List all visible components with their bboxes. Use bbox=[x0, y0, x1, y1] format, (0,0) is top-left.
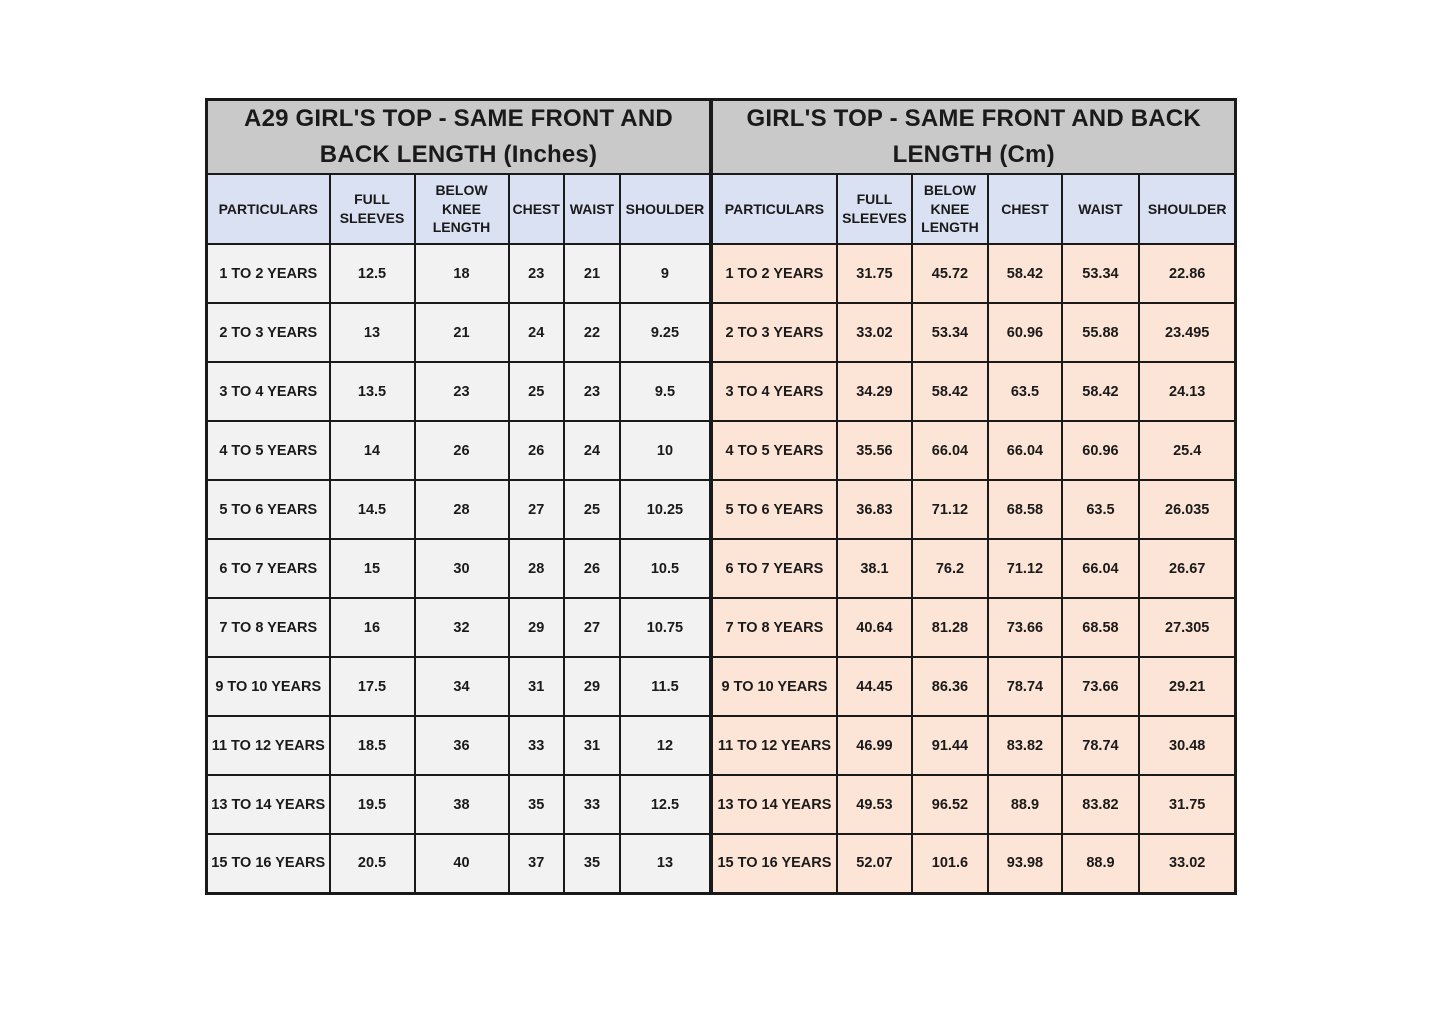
value-cell: 9 bbox=[620, 244, 710, 303]
table-row bbox=[712, 657, 1236, 716]
row-label: 1 TO 2 YEARS bbox=[712, 244, 837, 303]
value-cell: 25.4 bbox=[1139, 421, 1236, 480]
column-header-particulars: PARTICULARS bbox=[712, 174, 837, 244]
value-cell: 10 bbox=[620, 421, 710, 480]
row-label: 2 TO 3 YEARS bbox=[207, 303, 330, 362]
value-cell: 66.04 bbox=[912, 421, 988, 480]
value-cell: 26.035 bbox=[1139, 480, 1236, 539]
value-cell: 60.96 bbox=[988, 303, 1062, 362]
value-cell: 13.5 bbox=[330, 362, 415, 421]
table-row bbox=[207, 362, 710, 421]
row-label: 11 TO 12 YEARS bbox=[207, 716, 330, 775]
column-header-row bbox=[207, 174, 710, 244]
value-cell: 44.45 bbox=[837, 657, 912, 716]
value-cell: 52.07 bbox=[837, 834, 912, 893]
value-cell: 63.5 bbox=[988, 362, 1062, 421]
value-cell: 33 bbox=[564, 775, 620, 834]
value-cell: 34.29 bbox=[837, 362, 912, 421]
value-cell: 14 bbox=[330, 421, 415, 480]
value-cell: 35 bbox=[509, 775, 564, 834]
value-cell: 13 bbox=[330, 303, 415, 362]
table-title-row bbox=[712, 100, 1236, 175]
size-table-cm bbox=[711, 98, 1238, 895]
value-cell: 24.13 bbox=[1139, 362, 1236, 421]
column-header-below-knee-length: BELOW KNEE LENGTH bbox=[912, 174, 988, 244]
value-cell: 58.42 bbox=[1062, 362, 1139, 421]
size-table-inches bbox=[205, 98, 711, 895]
value-cell: 29 bbox=[509, 598, 564, 657]
value-cell: 10.5 bbox=[620, 539, 710, 598]
table-row bbox=[207, 716, 710, 775]
size-chart bbox=[205, 98, 1237, 895]
value-cell: 28 bbox=[509, 539, 564, 598]
table-row bbox=[207, 598, 710, 657]
value-cell: 68.58 bbox=[988, 480, 1062, 539]
table-row bbox=[712, 303, 1236, 362]
value-cell: 53.34 bbox=[1062, 244, 1139, 303]
value-cell: 31 bbox=[509, 657, 564, 716]
value-cell: 27.305 bbox=[1139, 598, 1236, 657]
value-cell: 22.86 bbox=[1139, 244, 1236, 303]
value-cell: 31.75 bbox=[837, 244, 912, 303]
value-cell: 31 bbox=[564, 716, 620, 775]
column-header-waist: WAIST bbox=[1062, 174, 1139, 244]
row-label: 7 TO 8 YEARS bbox=[712, 598, 837, 657]
table-title-row bbox=[207, 100, 710, 175]
row-label: 4 TO 5 YEARS bbox=[712, 421, 837, 480]
value-cell: 58.42 bbox=[988, 244, 1062, 303]
value-cell: 53.34 bbox=[912, 303, 988, 362]
row-label: 4 TO 5 YEARS bbox=[207, 421, 330, 480]
value-cell: 32 bbox=[415, 598, 509, 657]
value-cell: 33.02 bbox=[1139, 834, 1236, 893]
value-cell: 40 bbox=[415, 834, 509, 893]
table-row bbox=[207, 480, 710, 539]
table-row bbox=[712, 834, 1236, 893]
value-cell: 73.66 bbox=[988, 598, 1062, 657]
table-row bbox=[207, 775, 710, 834]
value-cell: 16 bbox=[330, 598, 415, 657]
value-cell: 38 bbox=[415, 775, 509, 834]
value-cell: 36 bbox=[415, 716, 509, 775]
value-cell: 9.5 bbox=[620, 362, 710, 421]
table-title-inches: A29 GIRL'S TOP - SAME FRONT AND BACK LENGTH (Inches) bbox=[207, 100, 710, 175]
table-row bbox=[207, 539, 710, 598]
row-label: 3 TO 4 YEARS bbox=[207, 362, 330, 421]
value-cell: 12 bbox=[620, 716, 710, 775]
value-cell: 24 bbox=[509, 303, 564, 362]
row-label: 5 TO 6 YEARS bbox=[207, 480, 330, 539]
row-label: 9 TO 10 YEARS bbox=[712, 657, 837, 716]
value-cell: 10.75 bbox=[620, 598, 710, 657]
value-cell: 33.02 bbox=[837, 303, 912, 362]
table-row bbox=[712, 539, 1236, 598]
value-cell: 15 bbox=[330, 539, 415, 598]
value-cell: 25 bbox=[509, 362, 564, 421]
value-cell: 83.82 bbox=[988, 716, 1062, 775]
value-cell: 14.5 bbox=[330, 480, 415, 539]
table-row bbox=[712, 716, 1236, 775]
table-body-cm bbox=[712, 244, 1236, 893]
value-cell: 30 bbox=[415, 539, 509, 598]
value-cell: 49.53 bbox=[837, 775, 912, 834]
value-cell: 26 bbox=[415, 421, 509, 480]
table-row bbox=[207, 303, 710, 362]
value-cell: 17.5 bbox=[330, 657, 415, 716]
row-label: 15 TO 16 YEARS bbox=[712, 834, 837, 893]
value-cell: 66.04 bbox=[1062, 539, 1139, 598]
value-cell: 21 bbox=[564, 244, 620, 303]
value-cell: 101.6 bbox=[912, 834, 988, 893]
table-body-inches bbox=[207, 244, 710, 893]
value-cell: 18.5 bbox=[330, 716, 415, 775]
value-cell: 66.04 bbox=[988, 421, 1062, 480]
value-cell: 30.48 bbox=[1139, 716, 1236, 775]
value-cell: 11.5 bbox=[620, 657, 710, 716]
value-cell: 83.82 bbox=[1062, 775, 1139, 834]
column-header-chest: CHEST bbox=[509, 174, 564, 244]
value-cell: 27 bbox=[509, 480, 564, 539]
value-cell: 10.25 bbox=[620, 480, 710, 539]
table-row bbox=[207, 834, 710, 893]
row-label: 7 TO 8 YEARS bbox=[207, 598, 330, 657]
row-label: 9 TO 10 YEARS bbox=[207, 657, 330, 716]
value-cell: 93.98 bbox=[988, 834, 1062, 893]
row-label: 5 TO 6 YEARS bbox=[712, 480, 837, 539]
table-row bbox=[712, 775, 1236, 834]
row-label: 11 TO 12 YEARS bbox=[712, 716, 837, 775]
value-cell: 29.21 bbox=[1139, 657, 1236, 716]
row-label: 15 TO 16 YEARS bbox=[207, 834, 330, 893]
table-row bbox=[712, 480, 1236, 539]
value-cell: 88.9 bbox=[988, 775, 1062, 834]
value-cell: 71.12 bbox=[912, 480, 988, 539]
value-cell: 9.25 bbox=[620, 303, 710, 362]
value-cell: 21 bbox=[415, 303, 509, 362]
value-cell: 23.495 bbox=[1139, 303, 1236, 362]
value-cell: 23 bbox=[564, 362, 620, 421]
value-cell: 19.5 bbox=[330, 775, 415, 834]
value-cell: 73.66 bbox=[1062, 657, 1139, 716]
row-label: 3 TO 4 YEARS bbox=[712, 362, 837, 421]
value-cell: 81.28 bbox=[912, 598, 988, 657]
column-header-full-sleeves: FULL SLEEVES bbox=[330, 174, 415, 244]
value-cell: 40.64 bbox=[837, 598, 912, 657]
column-header-chest: CHEST bbox=[988, 174, 1062, 244]
column-header-particulars: PARTICULARS bbox=[207, 174, 330, 244]
value-cell: 38.1 bbox=[837, 539, 912, 598]
value-cell: 23 bbox=[509, 244, 564, 303]
value-cell: 25 bbox=[564, 480, 620, 539]
value-cell: 31.75 bbox=[1139, 775, 1236, 834]
value-cell: 18 bbox=[415, 244, 509, 303]
value-cell: 29 bbox=[564, 657, 620, 716]
column-header-full-sleeves: FULL SLEEVES bbox=[837, 174, 912, 244]
column-header-row bbox=[712, 174, 1236, 244]
value-cell: 13 bbox=[620, 834, 710, 893]
row-label: 2 TO 3 YEARS bbox=[712, 303, 837, 362]
value-cell: 28 bbox=[415, 480, 509, 539]
value-cell: 63.5 bbox=[1062, 480, 1139, 539]
value-cell: 26 bbox=[509, 421, 564, 480]
value-cell: 35.56 bbox=[837, 421, 912, 480]
value-cell: 55.88 bbox=[1062, 303, 1139, 362]
table-row bbox=[207, 657, 710, 716]
column-header-below-knee-length: BELOW KNEE LENGTH bbox=[415, 174, 509, 244]
table-row bbox=[712, 362, 1236, 421]
column-header-shoulder: SHOULDER bbox=[1139, 174, 1236, 244]
value-cell: 46.99 bbox=[837, 716, 912, 775]
value-cell: 96.52 bbox=[912, 775, 988, 834]
value-cell: 45.72 bbox=[912, 244, 988, 303]
value-cell: 26 bbox=[564, 539, 620, 598]
value-cell: 36.83 bbox=[837, 480, 912, 539]
value-cell: 78.74 bbox=[988, 657, 1062, 716]
value-cell: 58.42 bbox=[912, 362, 988, 421]
value-cell: 60.96 bbox=[1062, 421, 1139, 480]
value-cell: 76.2 bbox=[912, 539, 988, 598]
row-label: 6 TO 7 YEARS bbox=[207, 539, 330, 598]
value-cell: 12.5 bbox=[620, 775, 710, 834]
value-cell: 88.9 bbox=[1062, 834, 1139, 893]
value-cell: 27 bbox=[564, 598, 620, 657]
value-cell: 22 bbox=[564, 303, 620, 362]
value-cell: 24 bbox=[564, 421, 620, 480]
table-row bbox=[712, 421, 1236, 480]
value-cell: 35 bbox=[564, 834, 620, 893]
value-cell: 33 bbox=[509, 716, 564, 775]
row-label: 6 TO 7 YEARS bbox=[712, 539, 837, 598]
table-title-cm: GIRL'S TOP - SAME FRONT AND BACK LENGTH (Cm) bbox=[712, 100, 1236, 175]
value-cell: 34 bbox=[415, 657, 509, 716]
value-cell: 68.58 bbox=[1062, 598, 1139, 657]
table-row bbox=[712, 598, 1236, 657]
row-label: 13 TO 14 YEARS bbox=[712, 775, 837, 834]
column-header-waist: WAIST bbox=[564, 174, 620, 244]
value-cell: 71.12 bbox=[988, 539, 1062, 598]
row-label: 13 TO 14 YEARS bbox=[207, 775, 330, 834]
table-row bbox=[207, 244, 710, 303]
value-cell: 26.67 bbox=[1139, 539, 1236, 598]
table-row bbox=[712, 244, 1236, 303]
column-header-shoulder: SHOULDER bbox=[620, 174, 710, 244]
value-cell: 20.5 bbox=[330, 834, 415, 893]
value-cell: 23 bbox=[415, 362, 509, 421]
value-cell: 78.74 bbox=[1062, 716, 1139, 775]
value-cell: 86.36 bbox=[912, 657, 988, 716]
value-cell: 91.44 bbox=[912, 716, 988, 775]
value-cell: 12.5 bbox=[330, 244, 415, 303]
value-cell: 37 bbox=[509, 834, 564, 893]
table-row bbox=[207, 421, 710, 480]
row-label: 1 TO 2 YEARS bbox=[207, 244, 330, 303]
